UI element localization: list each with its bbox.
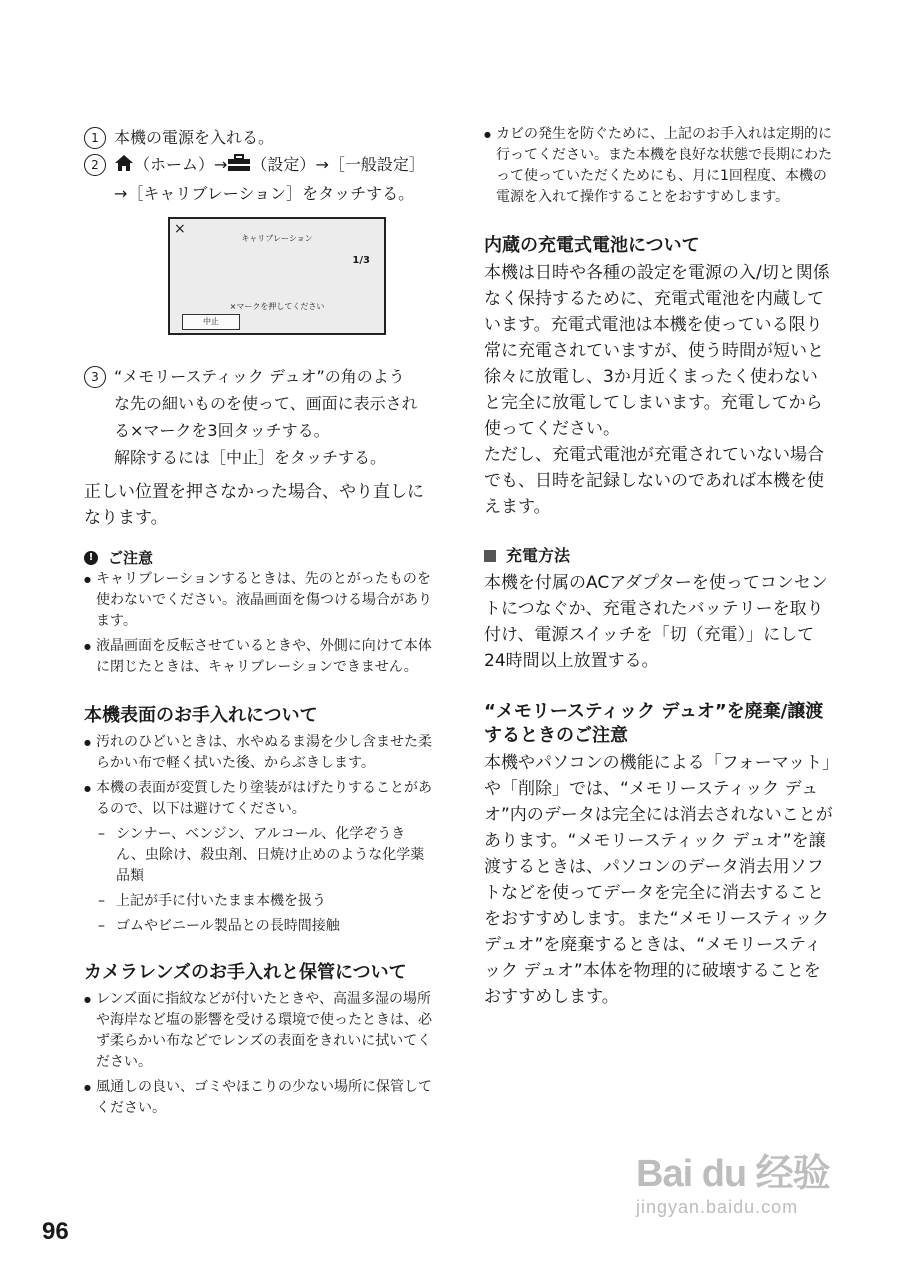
step-3-line: “メモリースティック デュオ”の角のよう (114, 367, 405, 386)
mold-note-list (484, 124, 834, 208)
step-2-tail: →［キャリブレーション］をタッチする。 (114, 184, 415, 203)
charging-title: 充電方法 (506, 546, 571, 565)
step-3 (84, 363, 434, 471)
list-item: ● 液晶画面を反転させているときや、外側に向けて本体に閉じたときは、キャリブレーションできません。 (84, 636, 434, 678)
list-item: ● レンズ面に指紋などが付いたときや、高温多湿の場所や海岸など塩の影響を受ける環境で使ったときは、必ず柔らかい布などでレンズの表面をきれいに拭いてください。 (84, 989, 434, 1073)
list-item: – 上記が手に付いたまま本機を扱う (98, 891, 434, 912)
lens-care-heading: カメラレンズのお手入れと保管について (84, 962, 407, 983)
step-number: 2 (84, 154, 106, 176)
caution-list (84, 569, 434, 678)
charging-heading (484, 544, 834, 568)
list-item: – シンナー、ベンジン、アルコール、化学ぞうきん、虫除け、殺虫剤、日焼け止めのような化学薬品類 (98, 824, 434, 887)
surface-care-list (84, 732, 434, 820)
step-1 (84, 124, 434, 151)
list-item: ● カビの発生を防ぐために、上記のお手入れは定期的に行ってください。また本機を良好な状態で長期にわたって使っていただくためにも、月に1回程度、本機の電源を入れて操作することをおすすめします。 (484, 124, 834, 208)
settings-label: （設定） (251, 155, 316, 174)
cancel-button: 中止 (182, 314, 240, 330)
battery-body: 本機は日時や各種の設定を電源の入/切と関係なく保持するために、充電式電池を内蔵しています。充電式電池は本機を使っている限り常に充電されていますが、使う時間が短いと徐々に放電し、3か月近くまったく使わないと完全に放電してしまいます。充電してから使ってください。 (484, 263, 830, 439)
watermark (636, 1142, 830, 1218)
step-text (114, 151, 434, 207)
left-column (84, 124, 434, 1123)
memory-stick-body: 本機やパソコンの機能による「フォーマット」や「削除」では、“メモリースティック デュオ”内のデータは完全には消去されないことがあります。“メモリースティック デュオ”を譲渡するときは、パソコンのデータ消去用ソフトなどを使ってデータを完全に消去することをおすすめします。また“メモリースティック デュオ”を廃棄するときは、“メモリースティック デュオ”本体を物理的に破壊することをおすすめします。 (484, 753, 833, 1007)
caution-title: ご注意 (108, 549, 154, 567)
toolbox-icon (227, 153, 251, 180)
step-3-line: な先の細いものを使って、画面に表示され (114, 394, 418, 413)
list-item: ● 汚れのひどいときは、水やぬるま湯を少し含ませた柔らかい布で軽く拭いた後、からぶきします。 (84, 732, 434, 774)
wrong-position-note: 正しい位置を押さなかった場合、やり直しになります。 (84, 482, 424, 528)
lens-care-list (84, 989, 434, 1119)
list-item: ● キャリブレーションするときは、先のとがったものを使わないでください。液晶画面を傷つける場合があります。 (84, 569, 434, 632)
calibration-title: キャリブレーション (241, 234, 313, 243)
calibration-message: ×マークを押してください (229, 302, 325, 311)
watermark-brand: Bai du 经验 (636, 1153, 830, 1195)
caution-icon: ! (84, 551, 98, 565)
list-item: – ゴムやビニール製品との長時間接触 (98, 916, 434, 937)
surface-care-heading: 本機表面のお手入れについて (84, 705, 318, 726)
step-number: 1 (84, 127, 106, 149)
list-item: ● 本機の表面が変質したり塗装がはげたりすることがあるので、以下は避けてください。 (84, 778, 434, 820)
caution-heading (84, 547, 434, 569)
general-settings-label: ［一般設定］ (328, 155, 425, 174)
step-3-line: 解除するには［中止］をタッチする。 (114, 448, 387, 467)
watermark-url: jingyan.baidu.com (636, 1197, 799, 1217)
square-bullet-icon (484, 550, 496, 562)
step-text: 本機の電源を入れる。 (114, 128, 275, 147)
list-item: ● 風通しの良い、ゴミやほこりの少ない場所に保管してください。 (84, 1077, 434, 1119)
step-text (114, 363, 434, 471)
close-icon: × (174, 221, 186, 237)
charging-body: 本機を付属のACアダプターを使ってコンセントにつなぐか、充電されたバッテリーを取り付け、電源スイッチを「切（充電）」にして24時間以上放置する。 (484, 573, 828, 671)
battery-body-2: ただし、充電式電池が充電されていない場合でも、日時を記録しないのであれば本機を使えます。 (484, 445, 824, 517)
arrow: → (315, 155, 329, 174)
arrow: → (214, 155, 228, 174)
step-3-line: る×マークを3回タッチする。 (114, 421, 330, 440)
step-number: 3 (84, 366, 106, 388)
page-number: 96 (42, 1218, 69, 1245)
home-label: （ホーム） (134, 155, 215, 174)
memory-stick-heading: “メモリースティック デュオ”を廃棄/譲渡するときのご注意 (484, 701, 824, 746)
right-column (484, 124, 834, 1010)
step-2 (84, 151, 434, 207)
page-indicator: 1/3 (352, 255, 370, 266)
home-icon (114, 153, 134, 180)
calibration-screen-illustration (168, 217, 386, 335)
battery-heading: 内蔵の充電式電池について (484, 235, 700, 256)
surface-care-sublist (98, 824, 434, 937)
